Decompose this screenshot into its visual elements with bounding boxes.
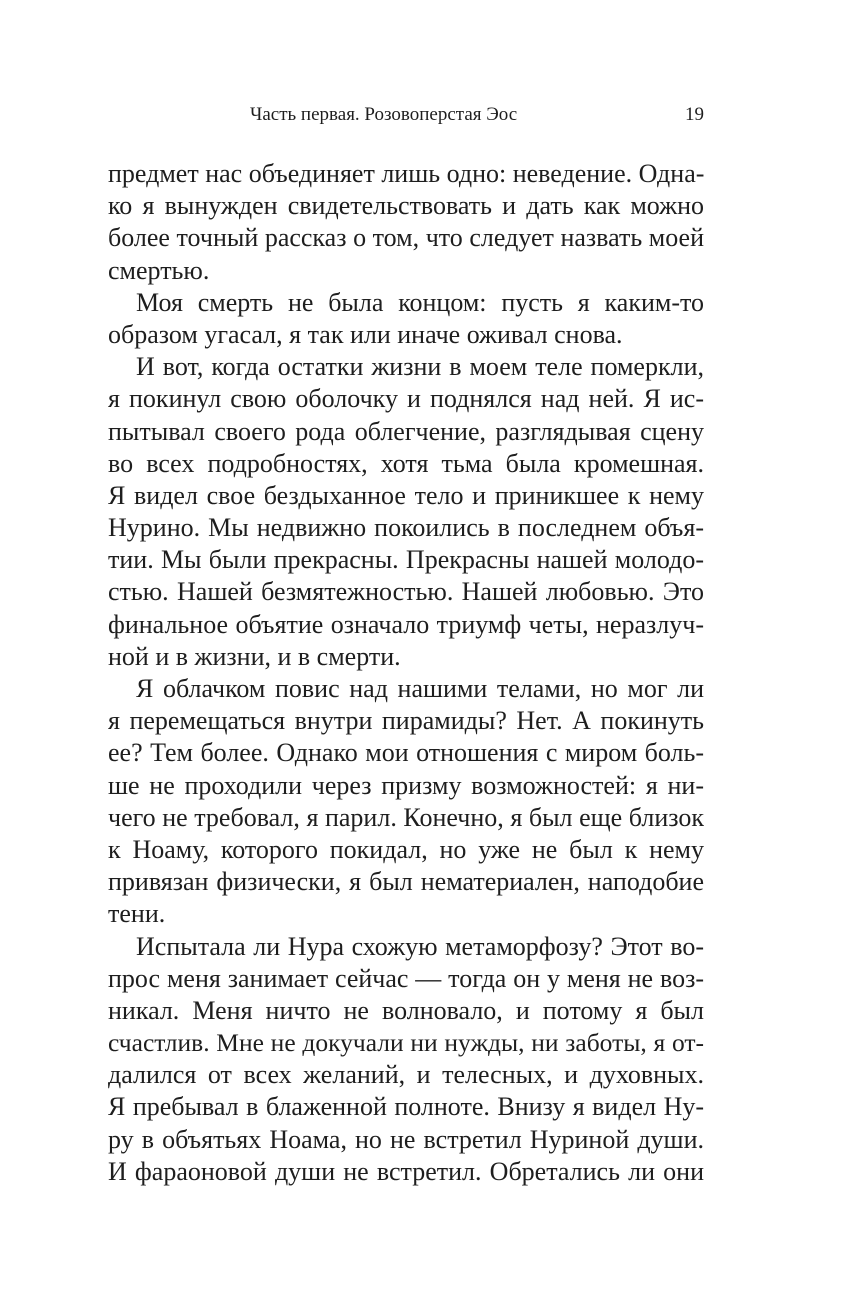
text-line: ной и в жизни, и в смерти. (108, 641, 401, 671)
running-head (108, 100, 704, 130)
text-line: пытывал своего рода облегчение, разглядывая сцену (108, 416, 704, 446)
text-line: ее? Тем более. Однако мои отношения с миром боль- (108, 738, 704, 768)
text-line: ру в объятьях Ноама, но не встретил Нуриной души. (108, 1124, 704, 1154)
text-line: далился от всех желаний, и телесных, и духовных. (108, 1060, 704, 1090)
text-line: ко я вынужден свидетельствовать и дать как можно (108, 191, 704, 221)
text-line: к Ноаму, которого покидал, но уже не был к нему (108, 834, 704, 864)
text-line: счастлив. Мне не докучали ни нужды, ни заботы, я от- (108, 1028, 704, 1058)
text-line: Испытала ли Нура схожую метаморфозу? Этот во- (136, 931, 704, 961)
text-line: стью. Нашей безмятежностью. Нашей любовью. Это (108, 577, 704, 607)
text-line: И фараоновой души не встретил. Обретались ли они (108, 1156, 704, 1186)
text-line: Нурино. Мы недвижно покоились в последнем объя- (108, 513, 704, 543)
text-line: я перемещаться внутри пирамиды? Нет. А покинуть (108, 706, 704, 736)
page-number: 19 (685, 104, 704, 125)
text-line: никал. Меня ничто не волновало, и потому я был (108, 995, 704, 1025)
text-line: привязан физически, я был нематериален, наподобие (108, 867, 704, 897)
text-line: финальное объятие означало триумф четы, неразлуч- (108, 609, 704, 639)
text-line: Я облачком повис над нашими телами, но мог ли (136, 674, 704, 703)
body-text (108, 158, 704, 1188)
text-line: чего не требовал, я парил. Конечно, я был еще близок (108, 802, 704, 832)
text-line: во всех подробностях, хотя тьма была кромешная. (108, 448, 704, 478)
running-title: Часть первая. Розовоперстая Эос (250, 104, 518, 125)
text-line: образом угасал, я так или иначе оживал снова. (108, 319, 623, 349)
text-line: тии. Мы были прекрасны. Прекрасны нашей молодо- (108, 545, 704, 575)
text-line: тени. (108, 899, 166, 929)
text-line: я покинул свою оболочку и поднялся над ней. Я ис- (108, 384, 704, 414)
text-line: И вот, когда остатки жизни в моем теле померкли, (136, 352, 704, 382)
text-line: Я пребывал в блаженной полноте. Внизу я видел Ну- (108, 1092, 704, 1122)
text-line: предмет нас объединяет лишь одно: неведение. Одна- (108, 159, 704, 188)
text-line: ше не проходили через призму возможностей: я ни- (108, 770, 704, 800)
text-line: прос меня занимает сейчас — тогда он у меня не воз- (108, 963, 704, 993)
text-line: Моя смерть не была концом: пусть я каким-то (136, 287, 704, 317)
text-line: Я видел свое бездыханное тело и приникшее к нему (108, 480, 704, 510)
text-line: смертью. (108, 255, 210, 285)
text-line: более точный рассказ о том, что следует назвать моей (108, 223, 704, 253)
